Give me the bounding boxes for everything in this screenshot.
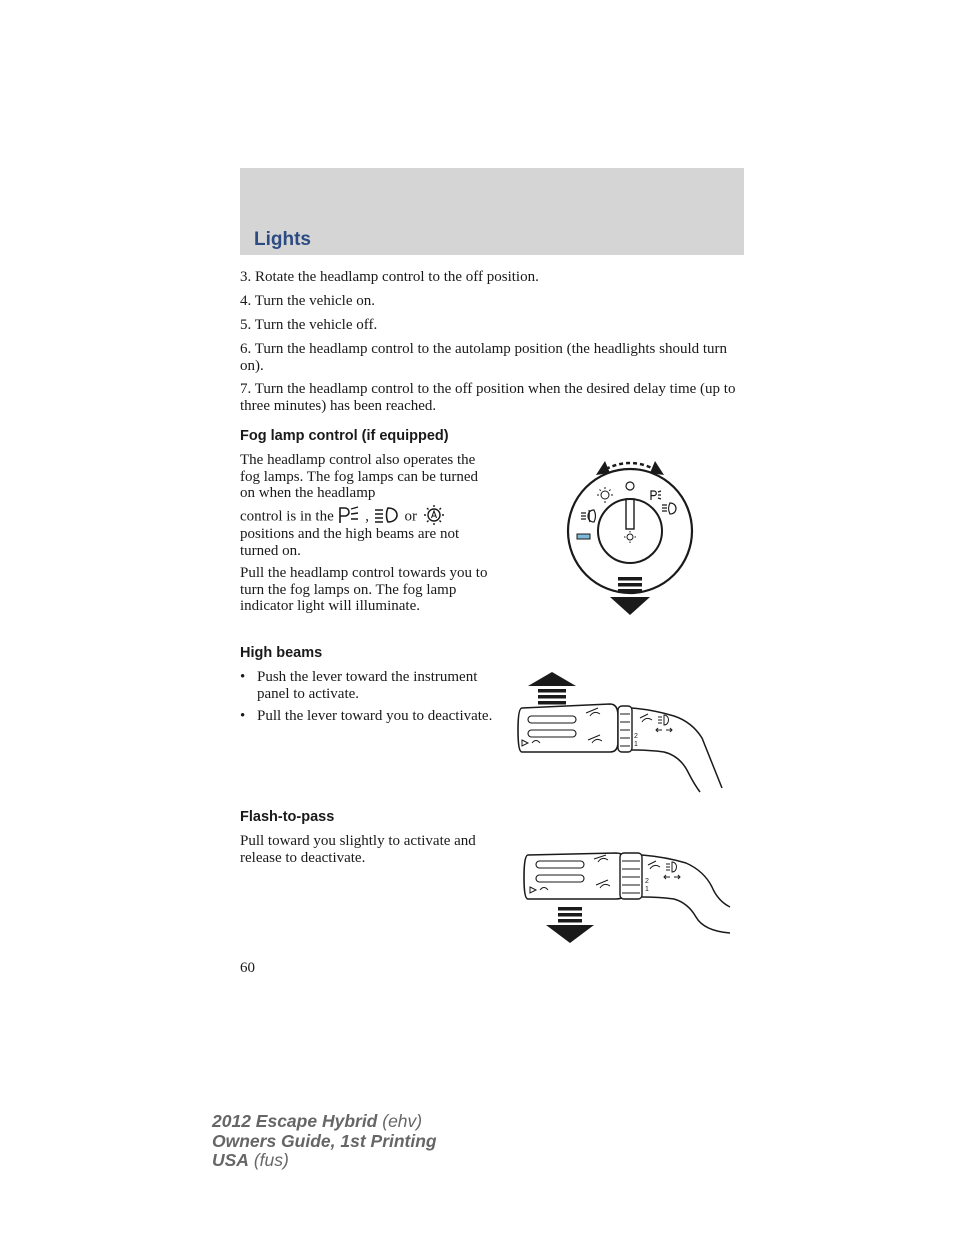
speed-2-label: 2: [645, 878, 649, 885]
footer-guide: Owners Guide, 1st Printing: [212, 1130, 437, 1151]
step-3: 3. Rotate the headlamp control to the off position.: [240, 269, 539, 285]
separator-comma: ,: [365, 508, 369, 525]
dial-autolamp-icon: [597, 487, 613, 503]
footer-model-code: (ehv): [382, 1111, 423, 1131]
control-prefix: control is in the: [240, 508, 334, 525]
speed-1-label: 1: [634, 741, 638, 748]
lever-headlamp-icon: [666, 862, 677, 872]
bullet-dot: •: [240, 669, 246, 685]
step-7: 7. Turn the headlamp control to the off position when the desired delay time (up to three minutes) has been reached.: [240, 381, 736, 414]
lever-turn-arrows-icon: [664, 875, 680, 879]
pull-arrow-icon: [610, 577, 650, 615]
bullet-dot: •: [240, 708, 246, 724]
flash-to-pass-heading: Flash-to-pass: [240, 809, 335, 825]
high-beams-heading: High beams: [240, 645, 323, 661]
step-5: 5. Turn the vehicle off.: [240, 317, 378, 333]
dial-fog-lamp-icon: [581, 510, 596, 522]
speed-2-label: 2: [634, 733, 638, 740]
fog-lamp-positions: positions and the high beams are not turned on.: [240, 526, 460, 559]
lever-headlamp-icon: [658, 715, 669, 725]
bullet-text: Pull the lever toward you to deactivate.: [257, 708, 493, 724]
pull-arrow-icon: [546, 907, 594, 943]
bullet-text: Push the lever toward the instrument panel to activate.: [257, 669, 478, 702]
dial-parking-lamp-icon: [651, 491, 661, 500]
headlamp-control-illustration: [550, 455, 710, 615]
separator-or: or: [404, 508, 417, 525]
high-beams-lever-illustration: [514, 668, 724, 793]
footer-market-code: (fus): [253, 1150, 289, 1170]
step-4: 4. Turn the vehicle on.: [240, 293, 375, 309]
flash-to-pass-text: Pull toward you slightly to activate and release to deactivate.: [240, 833, 476, 866]
flash-to-pass-lever-illustration: [520, 845, 732, 945]
page-number: 60: [240, 960, 255, 976]
fog-lamp-heading: Fog lamp control (if equipped): [240, 428, 449, 444]
fog-lamp-pull: Pull the headlamp control towards you to turn the fog lamps on. The fog lamp indicator light will illuminate.: [240, 565, 488, 614]
dial-headlamp-icon: [662, 503, 676, 514]
document-footer: [212, 1112, 437, 1171]
push-pull-arrow-icon: [528, 672, 576, 705]
footer-model: 2012 Escape Hybrid: [212, 1111, 378, 1131]
footer-market: USA: [212, 1150, 249, 1170]
fog-lamp-indicator: [577, 534, 590, 539]
section-title: Lights: [254, 229, 311, 250]
section-header: [240, 168, 744, 255]
speed-1-label: 1: [645, 886, 649, 893]
lever-turn-arrows-icon: [656, 728, 672, 732]
step-6: 6. Turn the headlamp control to the autolamp position (the headlights should turn on).: [240, 341, 728, 374]
fog-lamp-intro: The headlamp control also operates the fog lamps. The fog lamps can be turned on when the headlamp: [240, 452, 478, 501]
